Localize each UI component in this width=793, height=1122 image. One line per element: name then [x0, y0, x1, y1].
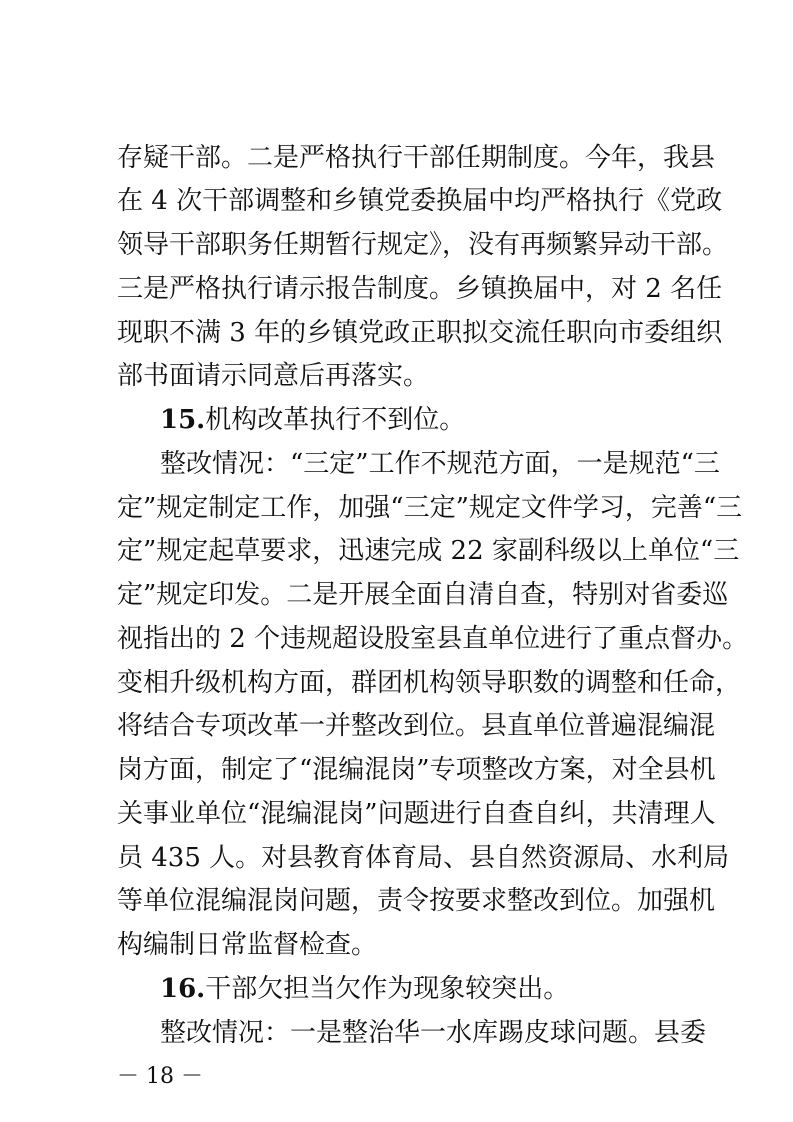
body-line: 三是严格执行请示报告制度。乡镇换届中，对 2 名任 — [117, 274, 723, 304]
body-line: 等单位混编混岗问题，责令按要求整改到位。加强机 — [117, 886, 716, 916]
body-line: 存疑干部。二是严格执行干部任期制度。今年，我县 — [117, 143, 716, 173]
body-line: 变相升级机构方面，群团机构领导职数的调整和任命， — [117, 668, 742, 698]
section-number: 16. — [160, 974, 206, 1004]
body-line: 将结合专项改革一并整改到位。县直单位普遍混编混 — [117, 711, 716, 741]
body-line: 定”规定印发。二是开展全面自清自查，特别对省委巡 — [117, 580, 729, 610]
section-number: 15. — [160, 405, 206, 435]
section-title: 干部欠担当欠作为现象较突出。 — [205, 974, 570, 1004]
section-title: 机构改革执行不到位。 — [205, 405, 466, 435]
body-line: 关事业单位“混编混岗”问题进行自查自纠，共清理人 — [117, 799, 716, 829]
body-line: 整改情况：一是整治华一水库踢皮球问题。县委 — [160, 1018, 707, 1048]
body-line: 领导干部职务任期暂行规定》，没有再频繁异动干部。 — [117, 230, 729, 260]
body-line: 整改情况：“三定”工作不规范方面，一是规范“三 — [160, 449, 720, 479]
body-line: 在 4 次干部调整和乡镇党委换届中均严格执行《党政 — [117, 186, 723, 216]
section-heading-16 — [160, 971, 677, 1007]
body-line: 岗方面，制定了“混编混岗”专项整改方案，对全县机 — [117, 755, 716, 785]
body-line: 定”规定起草要求，迅速完成 22 家副科级以上单位“三 — [117, 536, 740, 566]
page-number: － 18 － — [117, 1064, 203, 1089]
body-line: 定”规定制定工作，加强“三定”规定文件学习，完善“三 — [117, 493, 743, 523]
body-line: 构编制日常监督检查。 — [117, 930, 378, 960]
body-line: 现职不满 3 年的乡镇党政正职拟交流任职向市委组织 — [117, 318, 723, 348]
body-line: 视指出的 2 个违规超设股室县直单位进行了重点督办。 — [117, 624, 749, 654]
body-line: 部书面请示同意后再落实。 — [117, 361, 430, 391]
section-heading-15 — [160, 402, 677, 438]
body-line: 员 435 人。对县教育体育局、县自然资源局、水利局 — [117, 843, 730, 873]
